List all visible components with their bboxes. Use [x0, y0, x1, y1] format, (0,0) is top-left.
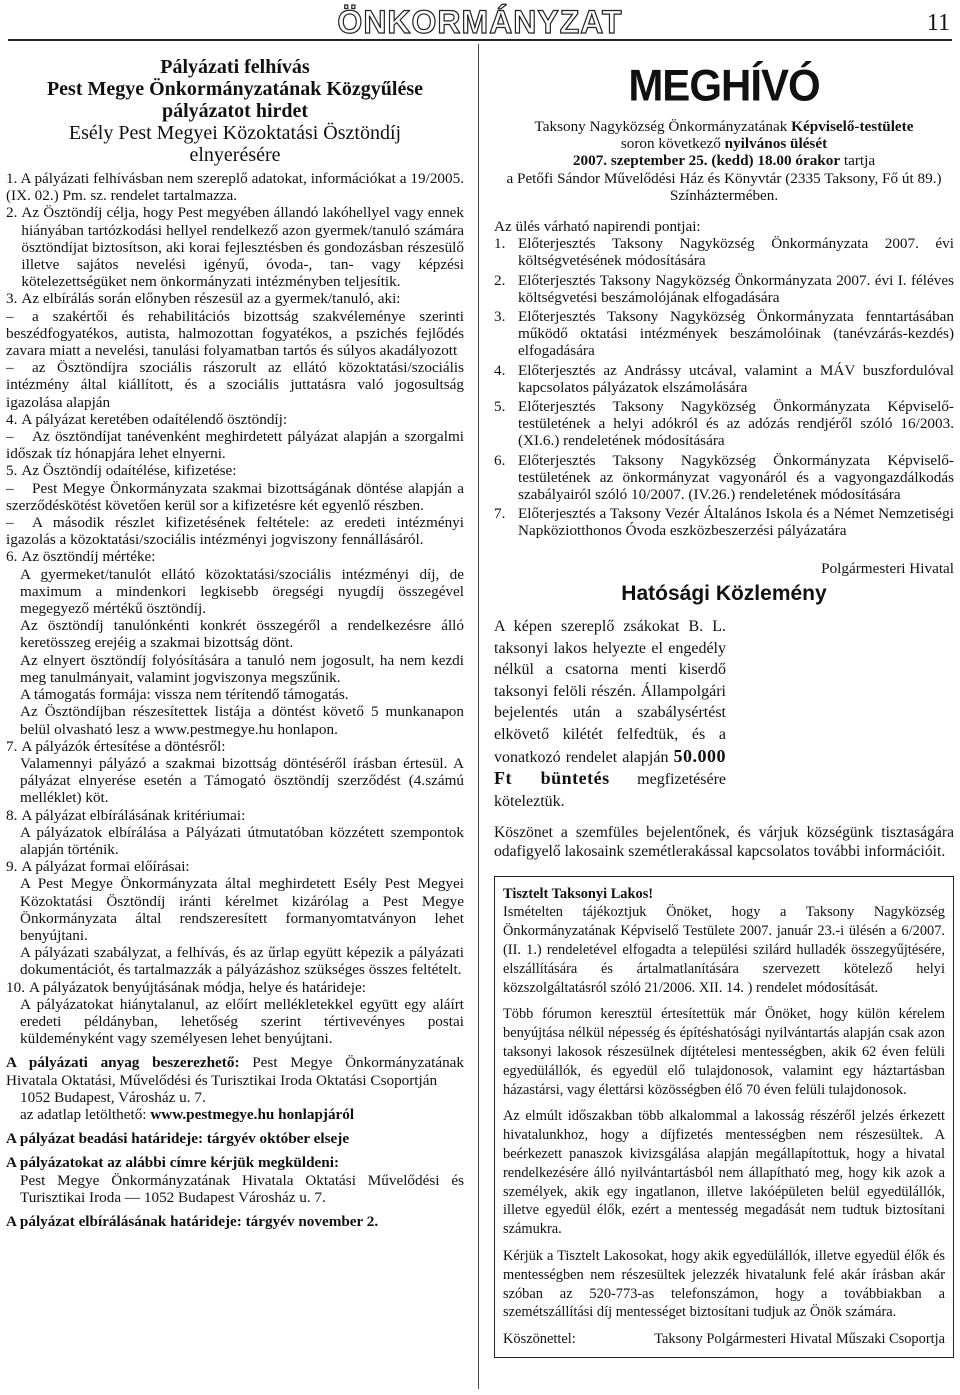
agenda-item: 2. Előterjesztés Taksony Nagyközség Önkormányzata 2007. évi I. féléves költségvetési beszámolójának elfogadására	[494, 271, 954, 306]
mailing-address: Pest Megye Önkormányzatának Hivatala Oktatási Művelődési és Turisztikai Iroda — 1052 Budapest Városház u. 7.	[20, 1171, 464, 1206]
box-paragraph: Ismételten tájékoztjuk Önöket, hogy a Taksony Nagyközség Önkormányzatának Képviselő Testülete 2007. január 23.-i ülésén a 6/2007. (II. 1.) rendeletével elfogadta a települési szilárd hulladék összegyűjtésére, elszállítására és ártalmatlanítására szervezett kötelező helyi közszolgáltatásról szóló 21/2006. XII. 14. ) rendelet módosítását.	[503, 904, 945, 996]
page-number: 11	[926, 10, 950, 36]
title-line-4: Esély Pest Megyei Közoktatási Ösztöndíj	[68, 122, 402, 144]
thanks-text: Köszönet a szemfüles bejelentőnek, és várjuk községünk tisztaságára odafigyelő lakosaink szemétlerakással kapcsolatos további információit.	[494, 824, 954, 861]
resident-notice-box	[494, 876, 954, 1358]
section-10: 10. A pályázatok benyújtásának módja, helye és határideje:	[6, 978, 366, 996]
section-4a: – Az ösztöndíjat tanévenként meghirdetett pályázat alapján a szorgalmi időszak tíz hónapjára lehet elnyerni.	[6, 428, 464, 463]
title-line-1: Pályázati felhívás	[160, 56, 310, 78]
agenda-item: 3. Előterjesztés Taksony Nagyközség Önkormányzata fenntartásában működő oktatási intézmények beszámolóinak (tanévzárás-kezdés) elfogadására	[494, 308, 954, 360]
section-6e: Az Ösztöndíjban részesítettek listája a döntést követő 5 munkanapon belül olvasható lesz a www.pestmegye.hu honlapon.	[20, 703, 464, 738]
section-2: 2. Az Ösztöndíj célja, hogy Pest megyében állandó lakóhellyel vagy ennek hiányában tartózkodási hellyel rendelkező azon gyermek/tanuló számára ösztöndíjat biztosítson, aki korai fejlesztésben és gondozásban részesülő illetve sajátos nevelési igényű, óvoda-, tan- vagy képzési kötelezettségüket nem önkormányzati intézményben teljesítik.	[6, 204, 464, 291]
column-divider	[478, 44, 479, 1389]
materials-address: 1052 Budapest, Városház u. 7.	[20, 1088, 206, 1106]
submission-deadline: A pályázat beadási határideje: tárgyév október elseje	[6, 1130, 350, 1148]
evaluation-deadline: A pályázat elbírálásának határideje: tárgyév november 2.	[6, 1212, 379, 1230]
materials-web: az adatlap letölthető: www.pestmegye.hu honlapjáról	[20, 1105, 355, 1123]
section-5: 5. Az Ösztöndíj odaítélése, kifizetése:	[6, 462, 237, 480]
box-paragraph: Kérjük a Tisztelt Lakosokat, hogy akik egyedülállók, illetve egyedül élők és mentességben nem részesültek jelezzék hivatalunk felé akár írásban akár szóban az 520-773-as telefonszámon, hogy a továbbiakban a szemétszállítási díj mentességet biztosítani tudjuk az Önök számára.	[503, 1247, 945, 1321]
mailing-address-label: A pályázatokat az alábbi címre kérjük megküldeni:	[6, 1154, 340, 1172]
section-6: 6. Az ösztöndíj mértéke:	[6, 548, 156, 566]
box-paragraph: Az elmúlt időszakban több alkalommal a lakosság részéről jelzés érkezett hivatalunkhoz, hogy a díjfizetés mentességben nem részesültek. A beérkezett panaszok kivizsgálása alapján megállapítottuk, hogy a hivatal rendelkezésére álló nyilvántartásból nem állapítható meg, hogy kik azok a személyek, akik egy ingatlanon, illetve lakóépületen belül egyedülállók, illetve egyedül élők, ezért a mentesség megadását nem tudtuk biztosítani számukra.	[503, 1108, 945, 1238]
section-7: 7. A pályázók értesítése a döntésről:	[6, 737, 226, 755]
agenda-item: 6. Előterjesztés Taksony Nagyközség Önkormányzata Képviselő-testületének az önkormányzat vagyonáról és a vagyongazdálkodás szabályairól szóló 10/2007. (IV.26.) rendeletének módosítására	[494, 451, 954, 504]
section-4: 4. A pályázat keretében odaítélendő ösztöndíj:	[6, 410, 288, 428]
section-6d: A támogatás formája: vissza nem térítendő támogatás.	[20, 686, 349, 704]
title-line-5: elnyerésére	[189, 144, 281, 166]
notice-title: Hatósági Közlemény	[621, 581, 827, 605]
right-column	[494, 56, 954, 1358]
agenda-item: 1. Előterjesztés Taksony Nagyközség Önkormányzata 2007. évi költségvetésének módosítására	[494, 235, 954, 270]
section-6b: Az ösztöndíj tanulónkénti konkrét összegéről a rendelkezésre álló keretösszeg erejéig a szakmai bizottság dönt.	[20, 617, 464, 652]
section-title: ÖNKORMÁNYZAT	[337, 4, 623, 40]
title-line-2: Pest Megye Önkormányzatának Közgyűlése	[46, 78, 424, 100]
agenda-item: 5. Előterjesztés Taksony Nagyközség Önkormányzata Képviselő-testületének a helyi adókról és az adózás rendjéről szóló 16/2003. (XI.6.) rendeletének módosítására	[494, 398, 954, 450]
section-8: 8. A pályázat elbírálásának kritériumai:	[6, 806, 246, 824]
call-title	[6, 56, 464, 166]
section-8a: A pályázatok elbírálása a Pályázati útmutatóban közzétett szempontok alapján történik.	[20, 823, 464, 858]
website-link[interactable]: www.pestmegye.hu honlapjáról	[150, 1105, 355, 1123]
section-1: 1. A pályázati felhívásban nem szereplő adatokat, információkat a 19/2005. (IX. 02.) Pm. sz. rendelet tartalmazza.	[6, 170, 464, 205]
section-5b: – A második részlet kifizetésének feltétele: az eredeti intézményi igazolás a közoktatási/szociális intézményi jogviszony fennállásáról.	[6, 514, 464, 549]
title-line-3: pályázatot hirdet	[161, 100, 309, 122]
section-10a: A pályázatokat hiánytalanul, az előírt mellékletekkel együtt egy aláírt eredeti példányban, lehetőség szerint tértivevényes postai küldeményként vagy személyesen lehet benyújtani.	[20, 995, 464, 1048]
box-paragraph: Több fórumon keresztül értesítettük már Önöket, hogy külön kérelem benyújtása nélkül népesség és építéshatósági nyilvántartás alapján csak azon taksonyi lakosok részesülnek díjtételesi mentességben, akik 62 éven felüli egyedülállók, és egyedül elő tulajdonosok, valamint egy háztartásban házastársi, vagy élettársi közösségben élő 70 éven felüli tulajdonosok.	[503, 1006, 945, 1098]
section-9a: A Pest Megye Önkormányzata által meghirdetett Esély Pest Megyei Közoktatási Ösztöndíj iránti kérelmet kizárólag a Pest Megye Önkormányzata által rendszeresített formanyomtatványon lehet benyújtani.	[20, 875, 464, 944]
section-9: 9. A pályázat formai előírásai:	[6, 858, 190, 876]
agenda-title: Az ülés várható napirendi pontjai:	[494, 218, 701, 236]
box-greeting: Tisztelt Taksonyi Lakos!	[503, 885, 654, 902]
invitation-title: MEGHÍVÓ	[628, 60, 820, 111]
section-9b: A pályázati szabályzat, a felhívás, és az űrlap együtt képezik a pályázati dokumentációt, és tartalmazzák a pályázáshoz szükséges összes feltételt.	[20, 944, 464, 979]
page-header	[0, 0, 960, 40]
section-6a: A gyermeket/tanulót ellátó közoktatási/szociális intézményi díj, de maximum a mindenkori legkisebb öregségi nyugdíj összegével megegyező mértékű ösztöndíj.	[20, 565, 464, 618]
section-3a: – a szakértői és rehabilitációs bizottság szakvéleménye szerinti beszédfogyatékos, autista, halmozottan fogyatékos, a pszichés fejlődés zavara miatt a nevelési, tanulási folyamatban tartós és súlyos akadályozott	[6, 307, 464, 360]
section-3: 3. Az elbírálás során előnyben részesül az a gyermek/tanuló, aki:	[6, 290, 401, 308]
notice-text: A képen szereplő zsákokat B. L. taksonyi lakos helyezte el engedély nélkül a csatorna menti kiserdő taksonyi felöli részén. Állampolgári bejelentés után a szabálysértést elkövető kilétét felfedtük, és a vonatkozó rendelet alapján 50.000 Ft büntetés megfizetésére köteleztük.	[494, 618, 727, 810]
section-3b: – az Ösztöndíjra szociális rászorult az ellátó közoktatási/szociális intézmény által kiállított, és a szociális juttatásra való jogosultság igazolása alapján	[6, 359, 464, 411]
box-signature: Köszönettel: Taksony Polgármesteri Hivatal Műszaki Csoportja	[503, 1331, 945, 1348]
header-rule	[8, 39, 952, 41]
materials-info: A pályázati anyag beszerezhető: Pest Megye Önkormányzatának Hivatala Oktatási, Művelődési és Turisztikai Iroda Oktatási Csoportján	[6, 1054, 465, 1089]
left-column	[6, 56, 464, 1230]
agenda-list	[494, 235, 954, 539]
section-6c: Az elnyert ösztöndíj folyósítására a tanuló nem jogosult, ha nem kezdi meg tanulmányait, valamint jogviszonya megszűnik.	[20, 651, 464, 686]
invitation-text: Taksony Nagyközség Önkormányzatának Képviselő-testülete soron következő nyilvános ülését 2007. szeptember 25. (kedd) 18.00 órakor tartja a Petőfi Sándor Művelődési Ház és Könyvtár (2335 Taksony, Fő út 89.) Színháztermében.	[506, 118, 942, 204]
section-5a: – Pest Megye Önkormányzata szakmai bizottságának döntése alapján a szerződéskötést követően kerül sor a kifizetésre két egyenlő részben.	[6, 479, 464, 514]
invitation-signature: Polgármesteri Hivatal	[821, 559, 954, 577]
agenda-item: 7. Előterjesztés a Taksony Vezér Általános Iskola és a Német Nemzetiségi Napköziotthonos Óvoda eszközbeszerzési pályázatára	[494, 505, 954, 540]
section-7a: Valamennyi pályázó a szakmai bizottság döntéséről írásban értesül. A pályázat elnyerése esetén a Támogató ösztöndíj szerződést (4.számú melléklet) köt.	[20, 754, 464, 807]
agenda-item: 4. Előterjesztés az Andrássy utcával, valamint a MÁV buszfordulóval kapcsolatos pályázatok elszámolására	[494, 361, 954, 396]
